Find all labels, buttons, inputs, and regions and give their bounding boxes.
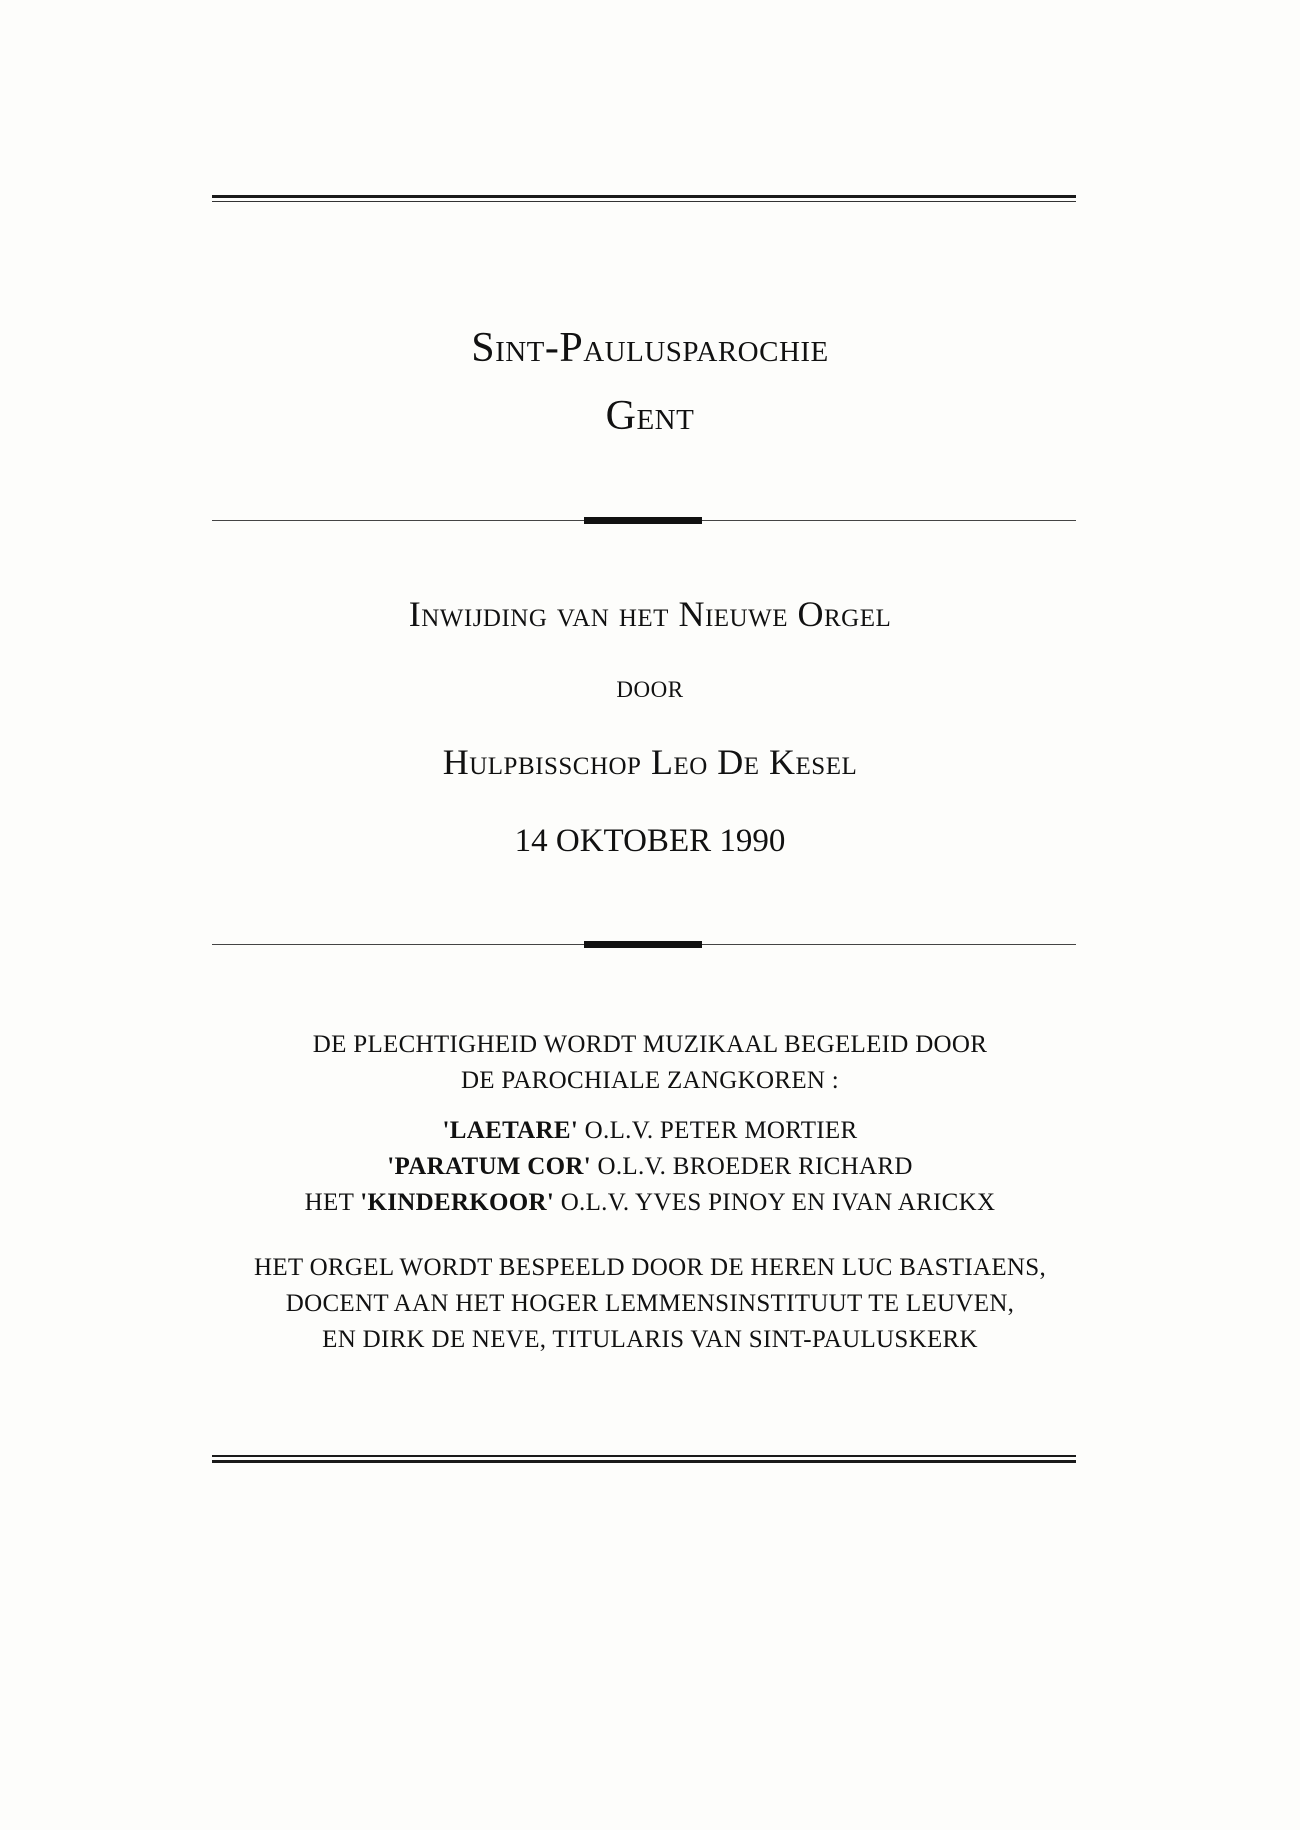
top-double-rule <box>212 195 1076 203</box>
choir-line <box>0 1185 1300 1221</box>
city-title: Gent <box>605 393 695 439</box>
choir-line <box>0 1149 1300 1185</box>
choir-name: 'PARATUM COR' <box>387 1153 591 1180</box>
event-by: door <box>616 669 684 705</box>
bishop-name: Hulpbisschop Leo De Kesel <box>442 742 858 782</box>
choir-leader: O.L.V. YVES PINOY EN IVAN ARICKX <box>554 1189 996 1216</box>
choir-leader: O.L.V. PETER MORTIER <box>578 1117 858 1144</box>
organ-line2: DOCENT AAN HET HOGER LEMMENSINSTITUUT TE LEUVEN, <box>285 1290 1015 1317</box>
choir-name: 'LAETARE' <box>442 1117 579 1144</box>
bottom-double-rule <box>212 1455 1076 1463</box>
organ-line1: HET ORGEL WORDT BESPEELD DOOR DE HEREN LUC BASTIAENS, <box>253 1254 1047 1281</box>
choir-line <box>0 1113 1300 1149</box>
ornament-rule-2 <box>212 940 1076 950</box>
organ-line3: EN DIRK DE NEVE, TITULARIS VAN SINT-PAULUSKERK <box>322 1326 978 1353</box>
choir-name: 'KINDERKOOR' <box>360 1189 555 1216</box>
event-date: 14 OKTOBER 1990 <box>514 823 786 859</box>
music-intro-line1: DE PLECHTIGHEID WORDT MUZIKAAL BEGELEID DOOR <box>312 1031 988 1058</box>
music-intro-line2: DE PAROCHIALE ZANGKOREN : <box>460 1067 840 1094</box>
event-title: Inwijding van het Nieuwe Orgel <box>408 594 892 634</box>
choir-prefix: HET <box>304 1189 361 1216</box>
parish-title: Sint-Paulusparochie <box>471 325 829 371</box>
ornament-rule-1 <box>212 516 1076 526</box>
choir-leader: O.L.V. BROEDER RICHARD <box>590 1153 913 1180</box>
